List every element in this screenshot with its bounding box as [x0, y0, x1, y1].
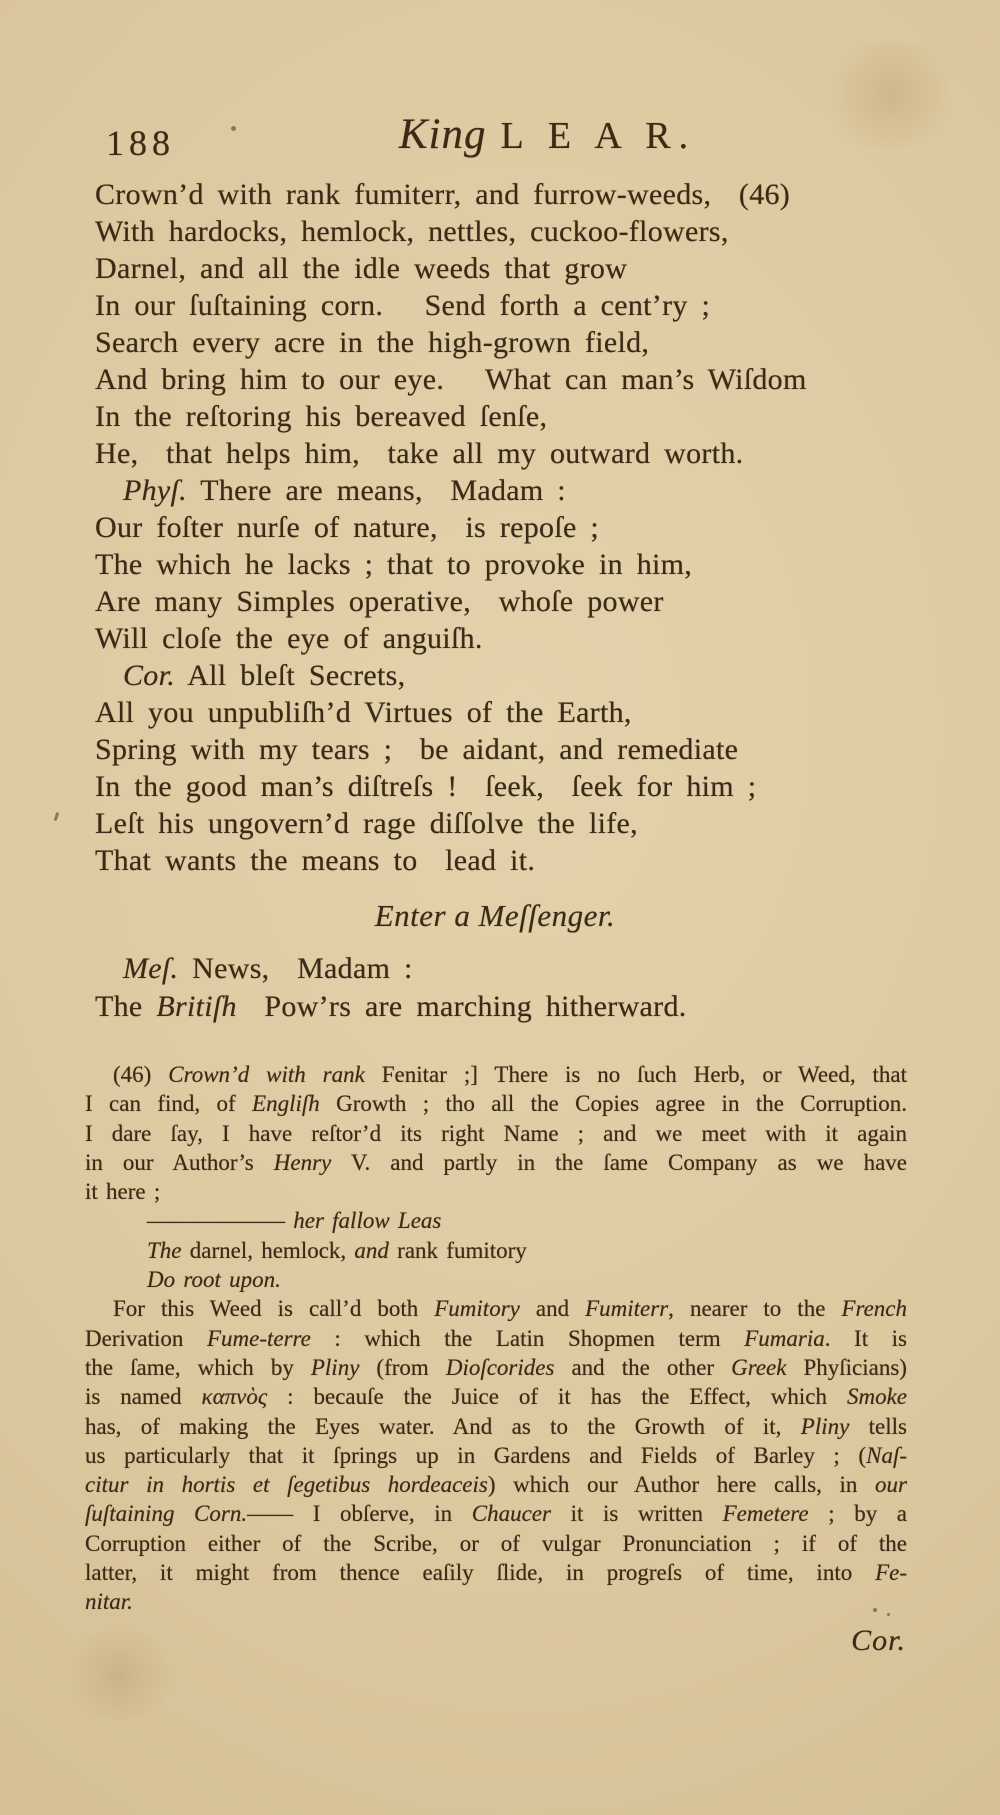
text-segment: —————— — [147, 1208, 294, 1234]
text-segment: and the other — [554, 1354, 732, 1380]
verse-line — [95, 287, 920, 324]
text-segment: ) which our Author here calls, in — [487, 1472, 876, 1498]
text-segment: Pow’rs are marching hitherward. — [236, 990, 687, 1023]
text-segment: Are many Simples operative, whoſe power — [95, 585, 664, 618]
text-segment: Leſt his ungovern’d rage diſſolve the life, — [95, 807, 638, 840]
verse-line — [95, 435, 920, 472]
verse-line — [95, 361, 920, 398]
text-segment: There is no ſuch Herb, or Weed, that — [494, 1062, 907, 1087]
text-segment: : which the Latin Shopmen term — [310, 1325, 745, 1351]
page-number: 188 — [106, 123, 175, 163]
text-segment: Fumiterr — [585, 1296, 669, 1322]
text-segment: Dioſcorides — [445, 1354, 555, 1380]
text-segment: Engliſh — [252, 1091, 320, 1117]
text-segment: French — [841, 1296, 908, 1322]
text-segment: tells — [849, 1413, 907, 1439]
ink-speck — [231, 126, 236, 131]
page-stain — [820, 40, 960, 150]
text-segment: is named — [85, 1384, 202, 1410]
text-segment: Pliny — [800, 1413, 850, 1439]
verse-line — [95, 176, 920, 213]
footnote-line — [85, 1412, 907, 1441]
footnote-line — [85, 1177, 907, 1206]
text-segment: Chaucer — [471, 1501, 551, 1527]
footnote-line — [85, 1265, 907, 1294]
text-segment: Cor. — [123, 659, 176, 692]
text-segment: All you unpubliſh’d Virtues of the Earth, — [95, 696, 632, 729]
text-segment: in our Author’s — [85, 1149, 274, 1175]
text-segment: it is written — [550, 1501, 723, 1527]
text-segment: News, Madam : — [178, 952, 413, 985]
text-segment: darnel, hemlock, — [181, 1237, 355, 1263]
text-segment: Femetere — [722, 1501, 809, 1527]
text-segment: Crown’d with rank — [168, 1062, 382, 1087]
text-segment: In the good man’s diſtreſs ! ſeek, ſeek for him ; — [95, 770, 757, 803]
footnote-line — [85, 1529, 907, 1558]
text-segment: and — [519, 1296, 586, 1322]
verse-line — [95, 546, 920, 583]
footnote-line — [85, 1294, 907, 1323]
verse-line — [95, 731, 920, 768]
footnote-line — [85, 1441, 907, 1470]
text-segment: All bleſt Secrets, — [175, 659, 406, 692]
dialogue-line — [95, 988, 920, 1026]
verse-line — [95, 842, 920, 879]
verse-line — [95, 250, 920, 287]
footnote-line — [85, 1060, 907, 1089]
footnote-line — [85, 1119, 907, 1148]
running-title-caps: L E A R. — [500, 115, 697, 157]
footnote-block — [85, 1060, 907, 1617]
footnote-line — [85, 1587, 907, 1616]
text-segment: Spring with my tears ; be aidant, and remediate — [95, 733, 739, 766]
text-segment: . It is — [824, 1325, 908, 1351]
verse-line — [95, 694, 920, 731]
footnote-line — [85, 1499, 907, 1528]
text-segment: (from — [359, 1354, 446, 1380]
text-segment: Phyſ. — [123, 474, 187, 507]
text-segment: nitar. — [85, 1589, 133, 1615]
text-segment: I dare ſay, I have reſtor’d its right Name ; and we meet with it again — [85, 1120, 907, 1146]
text-segment: has, of making the Eyes water. And as to the Growth of it, — [85, 1413, 801, 1439]
messenger-dialogue-block — [95, 950, 920, 1026]
ink-speck — [54, 812, 60, 821]
text-segment: In the reſtoring his bereaved ſenſe, — [95, 400, 548, 433]
text-segment: V. and partly in the ſame Company as we have — [331, 1149, 908, 1175]
text-segment: The — [147, 1237, 182, 1263]
text-segment: Darnel, and all the idle weeds that grow — [95, 252, 628, 285]
text-segment: Our foſter nurſe of nature, is repoſe ; — [95, 511, 600, 544]
text-segment: With hardocks, hemlock, nettles, cuckoo-flowers, — [95, 215, 729, 248]
text-segment: ſuſtaining Corn. — [85, 1501, 248, 1527]
text-segment: Britiſh — [156, 990, 237, 1023]
text-segment: Growth ; tho all the Copies agree in the Corruption. — [319, 1091, 907, 1117]
text-segment: I can find, of — [85, 1091, 253, 1117]
text-segment: Fume-terre — [206, 1325, 311, 1351]
verse-line — [95, 768, 920, 805]
text-segment: Derivation — [85, 1325, 207, 1351]
verse-line — [95, 620, 920, 657]
footnote-line — [85, 1382, 907, 1411]
verse-line — [95, 398, 920, 435]
footnote-line — [85, 1236, 907, 1265]
text-segment: ; by a — [808, 1501, 907, 1527]
text-segment: latter, it might from thence eaſily ſlide, in progreſs of time, into — [85, 1560, 876, 1586]
text-segment: He, that helps him, take all my outward worth. — [95, 437, 744, 470]
verse-line — [95, 509, 920, 546]
text-segment: The — [95, 990, 157, 1023]
text-segment: (46) — [113, 1062, 169, 1087]
footnote-line — [85, 1148, 907, 1177]
text-segment: That wants the means to lead it. — [95, 844, 536, 877]
stage-direction: Enter a Meſſenger. — [374, 898, 616, 933]
footnote-line — [85, 1558, 907, 1587]
footnote-line — [85, 1324, 907, 1353]
catchword: Cor. — [851, 1624, 906, 1657]
dialogue-line — [95, 950, 920, 988]
text-segment: Will cloſe the eye of anguiſh. — [95, 622, 483, 655]
verse-text-block — [95, 176, 920, 879]
text-segment: Fenitar ;] — [381, 1062, 495, 1087]
verse-line — [95, 583, 920, 620]
text-segment: Greek — [731, 1354, 787, 1380]
text-segment: Do root upon. — [147, 1267, 281, 1293]
text-segment: Phyſicians) — [786, 1354, 907, 1380]
text-segment: The which he lacks ; that to provoke in him, — [95, 548, 693, 581]
text-segment: Henry — [273, 1149, 332, 1175]
text-segment: Search every acre in the high-grown field, — [95, 326, 650, 359]
text-segment: the ſame, which by — [85, 1354, 311, 1380]
text-segment: Fe- — [875, 1560, 907, 1586]
text-segment: And bring him to our eye. What can man’s Wiſdom — [95, 363, 807, 396]
text-segment: There are means, Madam : — [186, 474, 566, 507]
verse-line — [95, 324, 920, 361]
verse-line — [95, 213, 920, 250]
text-segment: —— I obſerve, in — [247, 1501, 472, 1527]
text-segment: Meſ. — [123, 952, 179, 985]
footnote-line — [85, 1353, 907, 1382]
text-segment: : becauſe the Juice of it has the Effect, which — [267, 1384, 847, 1410]
text-segment: Crown’d with rank fumiterr, and furrow-weeds, (46) — [95, 178, 791, 211]
text-segment: rank fumitory — [388, 1237, 527, 1263]
text-segment: her fallow Leas — [293, 1208, 442, 1234]
ink-speck — [887, 1613, 890, 1616]
text-segment: Fumitory — [434, 1296, 520, 1322]
text-segment: and — [354, 1237, 389, 1263]
text-segment: us particularly that it ſprings up in Gardens and Fields of Barley ; ( — [85, 1442, 867, 1468]
verse-line — [95, 805, 920, 842]
text-segment: Fumaria — [744, 1325, 825, 1351]
page-stain — [60, 1630, 180, 1720]
text-segment: For this Weed is call’d both — [113, 1296, 435, 1322]
verse-line — [95, 657, 920, 694]
running-title-italic: King — [398, 111, 487, 158]
text-segment: Pliny — [310, 1354, 360, 1380]
footnote-line — [85, 1089, 907, 1118]
footnote-line — [85, 1470, 907, 1499]
text-segment: Corruption either of the Scribe, or of vulgar Pronunciation ; if of the — [85, 1530, 907, 1556]
verse-line — [95, 472, 920, 509]
text-segment: In our ſuſtaining corn. Send forth a cent’ry ; — [95, 289, 711, 322]
text-segment: καπνὸς — [201, 1384, 268, 1410]
text-segment: Smoke — [846, 1384, 907, 1410]
footnote-line — [85, 1206, 907, 1235]
text-segment: Naſ- — [866, 1442, 907, 1468]
text-segment: , nearer to the — [668, 1296, 842, 1322]
text-segment: our — [875, 1472, 907, 1498]
text-segment: it here ; — [85, 1179, 161, 1205]
ink-speck — [873, 1608, 877, 1612]
text-segment: citur in hortis et ſegetibus hordeaceis — [85, 1472, 488, 1498]
